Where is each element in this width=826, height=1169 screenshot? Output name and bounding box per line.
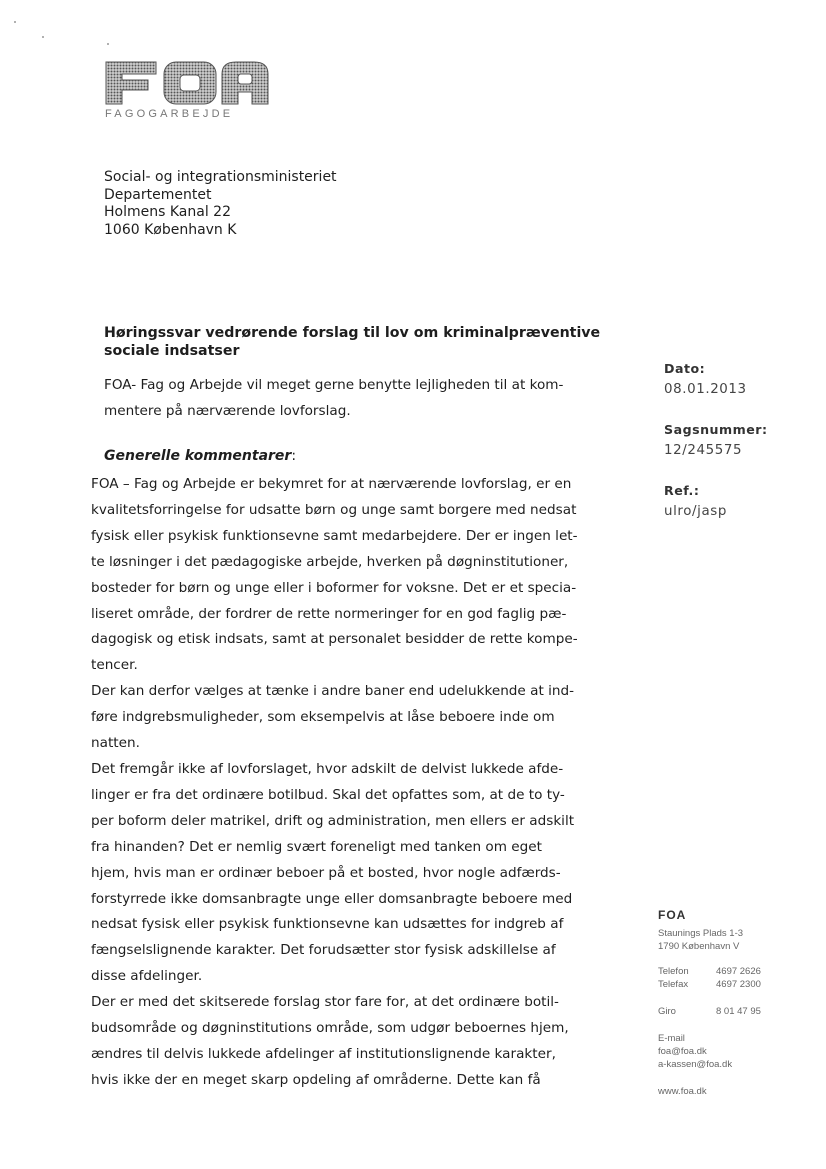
intro-paragraph bbox=[104, 373, 563, 424]
body-line: tencer. bbox=[91, 657, 138, 674]
email-link[interactable]: a-kassen@foa.dk bbox=[658, 1059, 733, 1070]
phone-value: 4697 2626 bbox=[716, 966, 761, 977]
body-line: ændres til delvis lukkede afdelinger af institutionslignende karakter, bbox=[91, 1045, 556, 1062]
body-line: natten. bbox=[91, 735, 140, 752]
address-line: Departementet bbox=[104, 186, 212, 203]
address-line: Social- og integrationsministeriet bbox=[104, 169, 337, 185]
fax-value: 4697 2300 bbox=[716, 979, 761, 990]
body-line: per boform deler matrikel, drift og administration, men ellers er adskilt bbox=[91, 812, 575, 829]
body-line: FOA – Fag og Arbejde er bekymret for at nærværende lovforslag, er en bbox=[91, 476, 572, 492]
body-line: Det fremgår ikke af lovforslaget, hvor adskilt de delvist lukkede afde- bbox=[91, 760, 564, 777]
reference-block bbox=[664, 483, 727, 519]
footer-phone-row bbox=[658, 966, 761, 977]
body-line: kvalitetsforringelse for udsatte børn og unge samt borgere med nedsat bbox=[91, 501, 577, 518]
section-heading bbox=[104, 444, 296, 469]
body-line: fængselslignende karakter. Det forudsætter stor fysisk adskillelse af bbox=[91, 942, 556, 959]
section-heading-colon: : bbox=[291, 448, 297, 464]
address-line: 1060 København K bbox=[104, 221, 237, 238]
reference-label: Ref.: bbox=[664, 483, 700, 498]
address-line: Holmens Kanal 22 bbox=[104, 204, 231, 220]
giro-label: Giro bbox=[658, 1006, 676, 1017]
date-value: 08.01.2013 bbox=[664, 382, 747, 397]
body-line: te løsninger i det pædagogiske arbejde, hverken på døgninstitutioner, bbox=[91, 553, 569, 570]
foa-logo-wordmark bbox=[104, 58, 274, 108]
email-label: E-mail bbox=[658, 1033, 685, 1044]
body-line: dagogisk og etisk indsats, samt at personalet besidder de rette kompe- bbox=[91, 631, 578, 648]
body-line: føre indgrebsmuligheder, som eksempelvis at låse beboere inde om bbox=[91, 709, 555, 726]
intro-line: mentere på nærværende lovforslag. bbox=[104, 402, 351, 419]
footer-giro-row bbox=[658, 1006, 761, 1017]
logo-subtitle: FAGOGARBEJDE bbox=[105, 108, 234, 120]
intro-line: FOA- Fag og Arbejde vil meget gerne benytte lejligheden til at kom- bbox=[104, 377, 564, 393]
footer-org-name: FOA bbox=[658, 908, 687, 922]
body-line: bosteder for børn og unge eller i boformer for voksne. Det er et specia- bbox=[91, 579, 577, 596]
reference-value: ulro/jasp bbox=[664, 504, 727, 519]
date-label: Dato: bbox=[664, 361, 706, 376]
body-line: forstyrrede ikke domsanbragte unge eller domsanbragte beboere med bbox=[91, 890, 573, 907]
section-heading-text: Generelle kommentarer bbox=[104, 448, 292, 464]
giro-value: 8 01 47 95 bbox=[716, 1006, 761, 1017]
website-link[interactable]: www.foa.dk bbox=[658, 1086, 707, 1097]
body-line: fysisk eller psykisk funktionsevne samt medarbejdere. Der er ingen let- bbox=[91, 527, 578, 544]
case-number-block bbox=[664, 422, 768, 458]
date-block bbox=[664, 361, 747, 397]
email-link[interactable]: foa@foa.dk bbox=[658, 1046, 707, 1057]
letter-subject: Høringssvar vedrørende forslag til lov om kriminalpræventive sociale indsatser bbox=[104, 325, 601, 359]
footer-fax-row bbox=[658, 979, 761, 990]
body-line: disse afdelinger. bbox=[91, 968, 203, 985]
body-line: Der kan derfor vælges at tænke i andre baner end udelukkende at ind- bbox=[91, 683, 575, 700]
body-line: budsområde og døgninstitutions område, som udgør beboernes hjem, bbox=[91, 1020, 569, 1037]
scan-speck bbox=[42, 36, 44, 38]
case-number-value: 12/245575 bbox=[664, 443, 743, 458]
phone-label: Telefon bbox=[658, 966, 689, 977]
body-line: Der er med det skitserede forslag stor fare for, at det ordinære botil- bbox=[91, 994, 559, 1011]
footer-address-line: Staunings Plads 1-3 bbox=[658, 928, 744, 939]
body-line: fra hinanden? Det er nemlig svært foreneligt med tanken om eget bbox=[91, 838, 542, 855]
contact-footer bbox=[658, 908, 761, 1097]
body-line: nedsat fysisk eller psykisk funktionsevne kan udsættes for indgreb af bbox=[91, 916, 564, 933]
case-number-label: Sagsnummer: bbox=[664, 422, 768, 437]
fax-label: Telefax bbox=[658, 979, 689, 990]
body-line: liseret område, der fordrer de rette normeringer for en god faglig pæ- bbox=[91, 605, 567, 622]
footer-address-line: 1790 København V bbox=[658, 941, 740, 952]
body-line: hjem, hvis man er ordinær beboer på et bosted, hvor nogle adfærds- bbox=[91, 864, 561, 881]
recipient-address bbox=[104, 169, 337, 239]
scan-speck bbox=[14, 21, 16, 23]
body-line: linger er fra det ordinære botilbud. Skal det opfattes som, at de to ty- bbox=[91, 786, 565, 803]
letter-body bbox=[91, 472, 578, 1094]
body-line: hvis ikke der en meget skarp opdeling af områderne. Dette kan få bbox=[91, 1071, 541, 1088]
scan-speck bbox=[107, 43, 109, 45]
